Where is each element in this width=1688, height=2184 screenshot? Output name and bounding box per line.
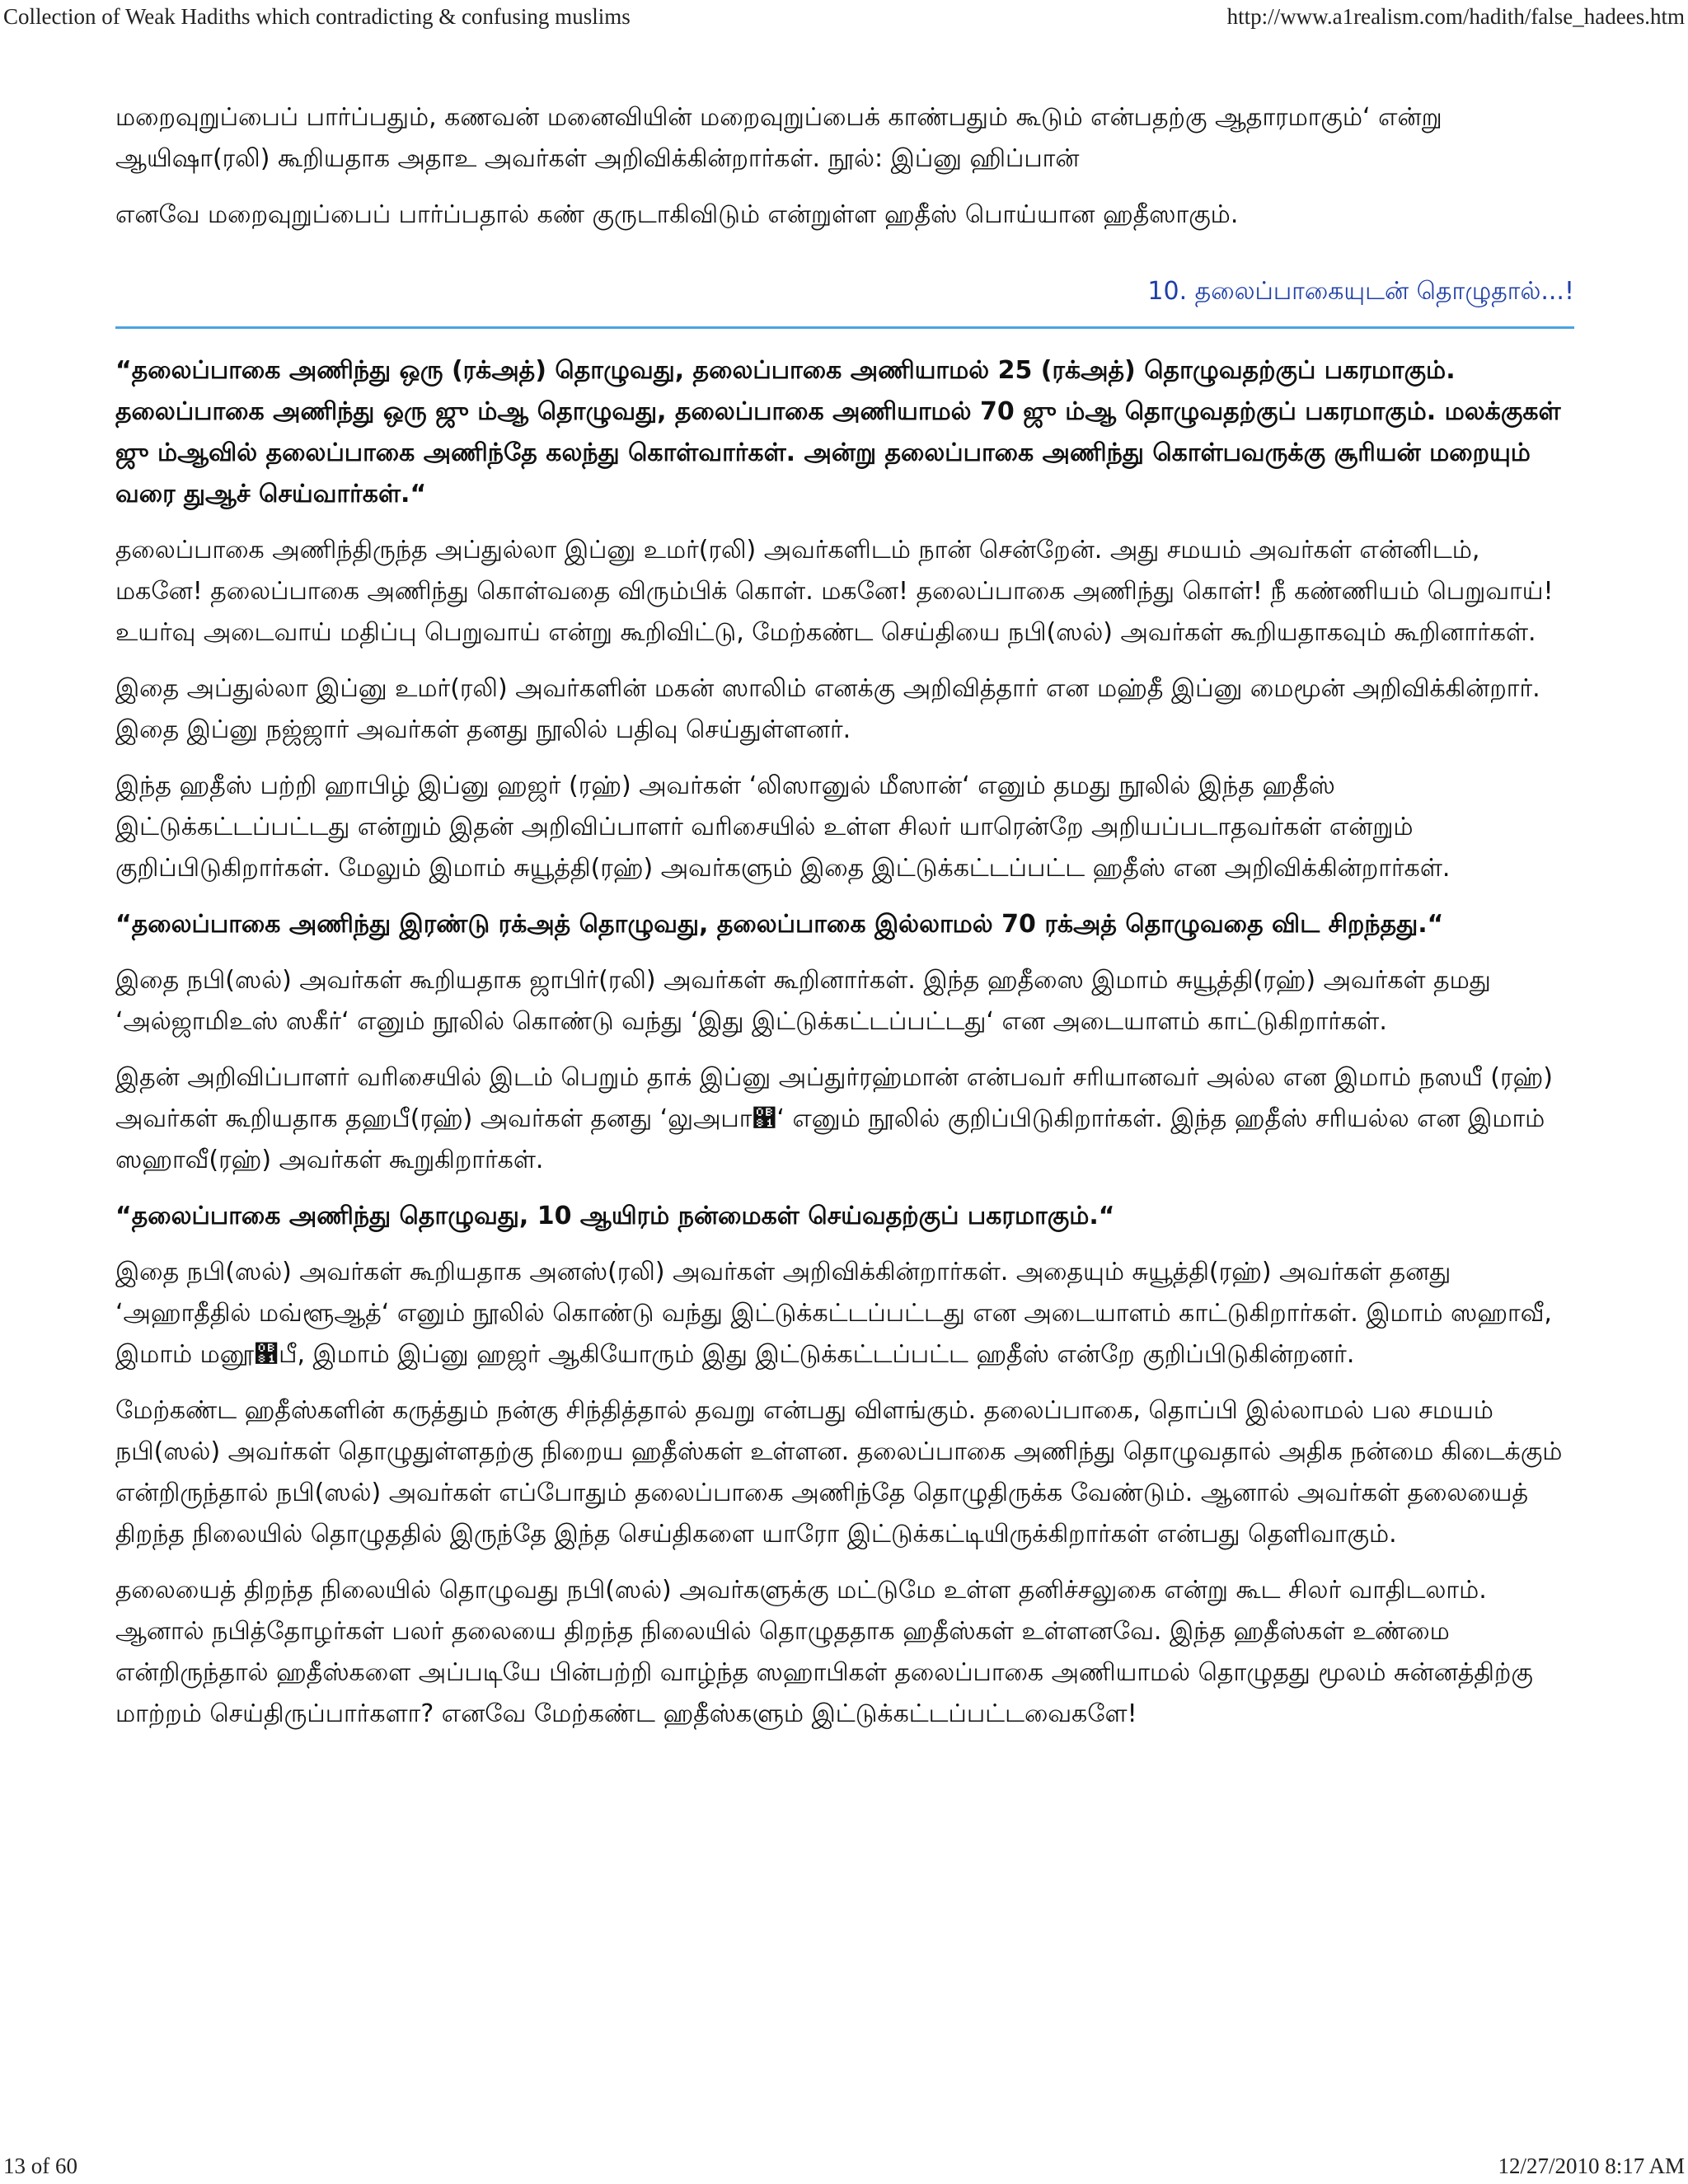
section-divider [115,326,1574,329]
page-number: 13 of 60 [3,2154,77,2178]
body-paragraph: தலைப்பாகை அணிந்திருந்த அப்துல்லா இப்னு உமர்(ரலி) அவர்களிடம் நான் சென்றேன். அது சமயம் அவர்கள் என்னிடம், மகனே! தலைப்பாகை அணிந்து கொள்வதை விரும்பிக் கொள். மகனே! தலைப்பாகை அணிந்து கொள்! நீ கண்ணியம் பெறுவாய்! உயர்வு அடைவாய் மதிப்பு பெறுவாய் என்று கூறிவிட்டு, மேற்கண்ட செய்தியை நபி(ஸல்) அவர்கள் கூறியதாகவும் கூறினார்கள். [115,536,1554,647]
print-header [0,0,1688,33]
body-paragraph: இதை நபி(ஸல்) அவர்கள் கூறியதாக அனஸ்(ரலி) அவர்கள் அறிவிக்கின்றார்கள். அதையும் சுயூத்தி(ரஹ்) அவர்கள் தனது ‘அஹாதீதில் மவ்ளூஆத்‘ எனும் நூலில் கொண்டு வந்து இட்டுக்கட்டப்பட்டது என அடையாளம் காட்டுகிறார்கள். இமாம் ஸஹாவீ, இமாம் மனூ஁பீ, இமாம் இப்னு ஹஜர் ஆகியோரும் இது இட்டுக்கட்டப்பட்ட ஹதீஸ் என்றே குறிப்பிடுகின்றனர். [115,1258,1552,1369]
intro-paragraph: மறைவுறுப்பைப் பார்ப்பதும், கணவன் மனைவியின் மறைவுறுப்பைக் காண்பதும் கூடும் என்பதற்கு ஆதாரமாகும்‘ என்று ஆயிஷா(ரலி) கூறியதாக அதாஉ அவர்கள் அறிவிக்கின்றார்கள். நூல்: இப்னு ஹிப்பான் [115,103,1442,173]
body-paragraph: இதை அப்துல்லா இப்னு உமர்(ரலி) அவர்களின் மகன் ஸாலிம் எனக்கு அறிவித்தார் என மஹ்தீ இப்னு மைமூன் அறிவிக்கின்றார். இதை இப்னு நஜ்ஜார் அவர்கள் தனது நூலில் பதிவு செய்துள்ளனர். [115,674,1540,744]
section-heading-wrap [115,275,1574,308]
hadith-quote: “தலைப்பாகை அணிந்து இரண்டு ரக்அத் தொழுவது, தலைப்பாகை இல்லாமல் 70 ரக்அத் தொழுவதை விட சிறந்தது.“ [115,910,1444,939]
print-footer [0,2148,1688,2184]
body-paragraph: மேற்கண்ட ஹதீஸ்களின் கருத்தும் நன்கு சிந்தித்தால் தவறு என்பது விளங்கும். தலைப்பாகை, தொப்பி இல்லாமல் பல சமயம் நபி(ஸல்) அவர்கள் தொழுதுள்ளதற்கு நிறைய ஹதீஸ்கள் உள்ளன. தலைப்பாகை அணிந்து தொழுவதால் அதிக நன்மை கிடைக்கும் என்றிருந்தால் நபி(ஸல்) அவர்கள் எப்போதும் தலைப்பாகை அணிந்தே தொழுதிருக்க வேண்டும். ஆனால் அவர்கள் தலையைத் திறந்த நிலையில் தொழுததில் இருந்தே இந்த செய்திகளை யாரோ இட்டுக்கட்டியிருக்கிறார்கள் என்பது தெளிவாகும். [115,1396,1563,1549]
hadith-quote: “தலைப்பாகை அணிந்து தொழுவது, 10 ஆயிரம் நன்மைகள் செய்வதற்குப் பகரமாகும்.“ [115,1202,1115,1230]
document-title: Collection of Weak Hadiths which contradicting & confusing muslims [3,4,631,29]
hadith-quote: “தலைப்பாகை அணிந்து ஒரு (ரக்அத்) தொழுவது, தலைப்பாகை அணியாமல் 25 (ரக்அத்) தொழுவதற்குப் பகரமாகும். தலைப்பாகை அணிந்து ஒரு ஜு ம்ஆ தொழுவது, தலைப்பாகை அணியாமல் 70 ஜு ம்ஆ தொழுவதற்குப் பகரமாகும். மலக்குகள் ஜு ம்ஆவில் தலைப்பாகை அணிந்தே கலந்து கொள்வார்கள். அன்று தலைப்பாகை அணிந்து கொள்பவருக்கு சூரியன் மறையும் வரை துஆச் செய்வார்கள்.“ [115,356,1561,509]
print-datetime: 12/27/2010 8:17 AM [1498,2154,1685,2178]
intro-paragraph: எனவே மறைவுறுப்பைப் பார்ப்பதால் கண் குருடாகிவிடும் என்றுள்ள ஹதீஸ் பொய்யான ஹதீஸாகும். [115,200,1239,229]
section-heading: 10. தலைப்பாகையுடன் தொழுதால்...! [1147,277,1574,306]
body-paragraph: இந்த ஹதீஸ் பற்றி ஹாபிழ் இப்னு ஹஜர் (ரஹ்) அவர்கள் ‘லிஸானுல் மீஸான்‘ எனும் தமது நூலில் இந்த ஹதீஸ் இட்டுக்கட்டப்பட்டது என்றும் இதன் அறிவிப்பாளர் வரிசையில் உள்ள சிலர் யாரென்றே அறியப்படாதவர்கள் என்றும் குறிப்பிடுகிறார்கள். மேலும் இமாம் சுயூத்தி(ரஹ்) அவர்களும் இதை இட்டுக்கட்டப்பட்ட ஹதீஸ் என அறிவிக்கின்றார்கள். [115,771,1451,883]
document-url: http://www.a1realism.com/hadith/false_hadees.htm [1226,4,1685,29]
body-paragraph: இதை நபி(ஸல்) அவர்கள் கூறியதாக ஜாபிர்(ரலி) அவர்கள் கூறினார்கள். இந்த ஹதீஸை இமாம் சுயூத்தி(ரஹ்) அவர்கள் தமது ‘அல்ஜாமிஉஸ் ஸகீர்‘ எனும் நூலில் கொண்டு வந்து ‘இது இட்டுக்கட்டப்பட்டது‘ என அடையாளம் காட்டுகிறார்கள். [115,966,1491,1036]
article-body [115,97,1574,1750]
body-paragraph: தலையைத் திறந்த நிலையில் தொழுவது நபி(ஸல்) அவர்களுக்கு மட்டுமே உள்ள தனிச்சலுகை என்று கூட சிலர் வாதிடலாம். ஆனால் நபித்தோழர்கள் பலர் தலையை திறந்த நிலையில் தொழுததாக ஹதீஸ்கள் உள்ளனவே. இந்த ஹதீஸ்கள் உண்மை என்றிருந்தால் ஹதீஸ்களை அப்படியே பின்பற்றி வாழ்ந்த ஸஹாபிகள் தலைப்பாகை அணியாமல் தொழுதது மூலம் சுன்னத்திற்கு மாற்றம் செய்திருப்பார்களா? எனவே மேற்கண்ட ஹதீஸ்களும் இட்டுக்கட்டப்பட்டவைகளே! [115,1576,1533,1728]
body-paragraph: இதன் அறிவிப்பாளர் வரிசையில் இடம் பெறும் தாக் இப்னு அப்துர்ரஹ்மான் என்பவர் சரியானவர் அல்ல என இமாம் நஸயீ (ரஹ்) அவர்கள் கூறியதாக தஹபீ(ரஹ்) அவர்கள் தனது ‘லுஅபா஁‘ எனும் நூலில் குறிப்பிடுகிறார்கள். இந்த ஹதீஸ் சரியல்ல என இமாம் ஸஹாவீ(ரஹ்) அவர்கள் கூறுகிறார்கள். [115,1063,1553,1174]
